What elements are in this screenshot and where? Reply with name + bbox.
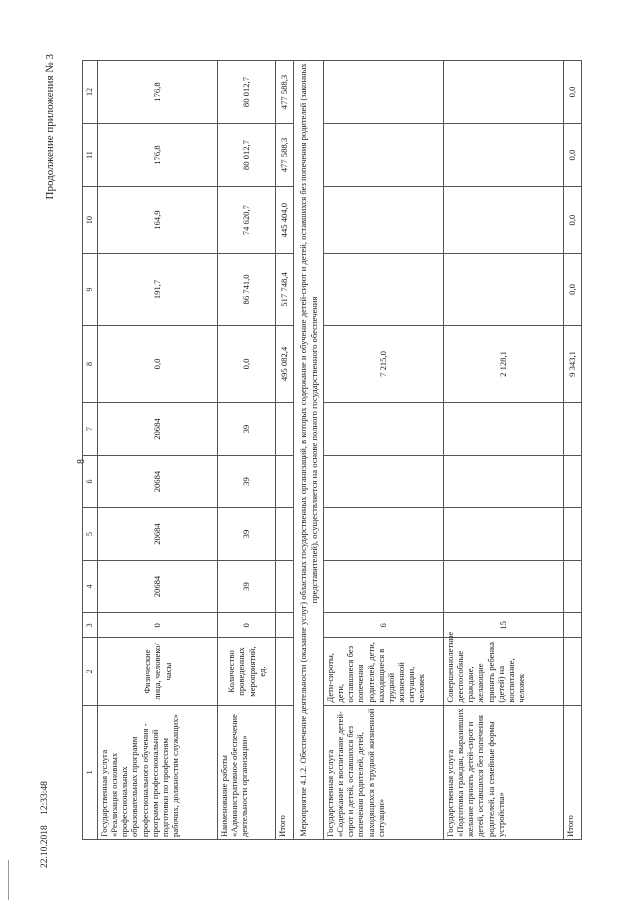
value-cell: 39	[218, 560, 276, 612]
column-number: 9	[83, 254, 98, 325]
total-row	[564, 61, 582, 840]
service-name: Государственная услуга «Реализация основных профессиональных образовательных программ профессионального обучения - программ профессиональной подготовки по профессиям рабочих, должностям служащих»	[98, 705, 218, 839]
value-cell: 0,0	[218, 325, 276, 403]
value-cell: 39	[218, 403, 276, 455]
column-number: 3	[83, 613, 98, 638]
table-row	[444, 61, 564, 840]
column-number: 6	[83, 455, 98, 507]
stamp-date: 22.10.2018	[40, 825, 50, 868]
column-number: 8	[83, 325, 98, 403]
column-number: 7	[83, 403, 98, 455]
table-row	[218, 61, 276, 840]
value-cell: 39	[218, 455, 276, 507]
column-number: 12	[83, 61, 98, 124]
value-cell: 0	[98, 613, 218, 638]
value-cell: 74 620,7	[218, 187, 276, 254]
table-row	[98, 61, 218, 840]
stamp-time: 12:33:48	[40, 781, 50, 815]
total-cell: 495 082,4	[276, 325, 294, 403]
value-cell: 7 215,0	[324, 325, 444, 403]
value-cell: 176,8	[98, 124, 218, 187]
column-number: 4	[83, 560, 98, 612]
total-cell: 0,0	[564, 187, 582, 254]
value-cell: 0	[218, 613, 276, 638]
value-cell: 20684	[98, 403, 218, 455]
column-number-row	[83, 61, 98, 840]
measure-row	[294, 61, 324, 840]
total-label: Итого	[564, 705, 582, 839]
value-cell: 164,9	[98, 187, 218, 254]
service-name: Наименование работы «Административное обеспечение деятельности организации»	[218, 705, 276, 839]
value-cell: 20684	[98, 508, 218, 560]
scan-edge-mark	[8, 860, 9, 900]
service-name: Государственная услуга «Содержание и воспитание детей-сирот и детей, оставшихся без попечения родителей, детей, находящихся в трудной жизненной ситуации»	[324, 705, 444, 839]
value-cell: 20684	[98, 455, 218, 507]
value-cell: 80 012,7	[218, 124, 276, 187]
total-cell: 445 404,0	[276, 187, 294, 254]
column-number: 1	[83, 705, 98, 839]
value-cell: 15	[444, 613, 564, 638]
service-name: Государственная услуга «Подготовка граждан, выразивших желание принять детей-сирот и детей, оставшихся без попечения родителей, на семейные формы устройства»	[444, 705, 564, 839]
unit-cell: Дети-сироты, дети, оставшиеся без попечения родителей, дети, находящиеся в трудной жизненной ситуации, человек	[324, 638, 444, 705]
column-number: 5	[83, 508, 98, 560]
budget-table	[82, 60, 582, 840]
value-cell: 80 012,7	[218, 61, 276, 124]
value-cell: 176,8	[98, 61, 218, 124]
column-number: 10	[83, 187, 98, 254]
page-number: 8	[76, 459, 87, 464]
total-cell: 517 748,4	[276, 254, 294, 325]
value-cell: 191,7	[98, 254, 218, 325]
measure-title: Мероприятие 4.1.2. Обеспечение деятельности (оказание услуг) областных государственных организаций, в которых содержание и обучение детей-сирот и детей, оставшихся без попечения родителей (законных представителей), осуществляется на основе полного государственного обеспечения	[294, 61, 324, 840]
value-cell: 86 741,0	[218, 254, 276, 325]
unit-cell: Совершеннолетние дееспособные граждане, желающие принять ребенка (детей) на воспитание, человек	[444, 638, 564, 705]
total-cell: 9 343,1	[564, 325, 582, 403]
unit-cell: Количество проведенных мероприятий, ед.	[218, 638, 276, 705]
column-number: 11	[83, 124, 98, 187]
value-cell: 39	[218, 508, 276, 560]
unit-cell: Физические лица, человеко/часы	[98, 638, 218, 705]
column-number: 2	[83, 638, 98, 705]
value-cell: 20684	[98, 560, 218, 612]
value-cell: 6	[324, 613, 444, 638]
total-cell: 477 588,3	[276, 61, 294, 124]
total-cell: 0,0	[564, 254, 582, 325]
value-cell: 0,0	[98, 325, 218, 403]
total-label: Итого	[276, 705, 294, 839]
total-cell: 0,0	[564, 61, 582, 124]
print-stamp	[40, 773, 50, 868]
total-row	[276, 61, 294, 840]
appendix-label: Продолжение приложения № 3	[44, 54, 56, 200]
value-cell: 2 128,1	[444, 325, 564, 403]
table-row	[324, 61, 444, 840]
total-cell: 0,0	[564, 124, 582, 187]
total-cell: 477 588,3	[276, 124, 294, 187]
